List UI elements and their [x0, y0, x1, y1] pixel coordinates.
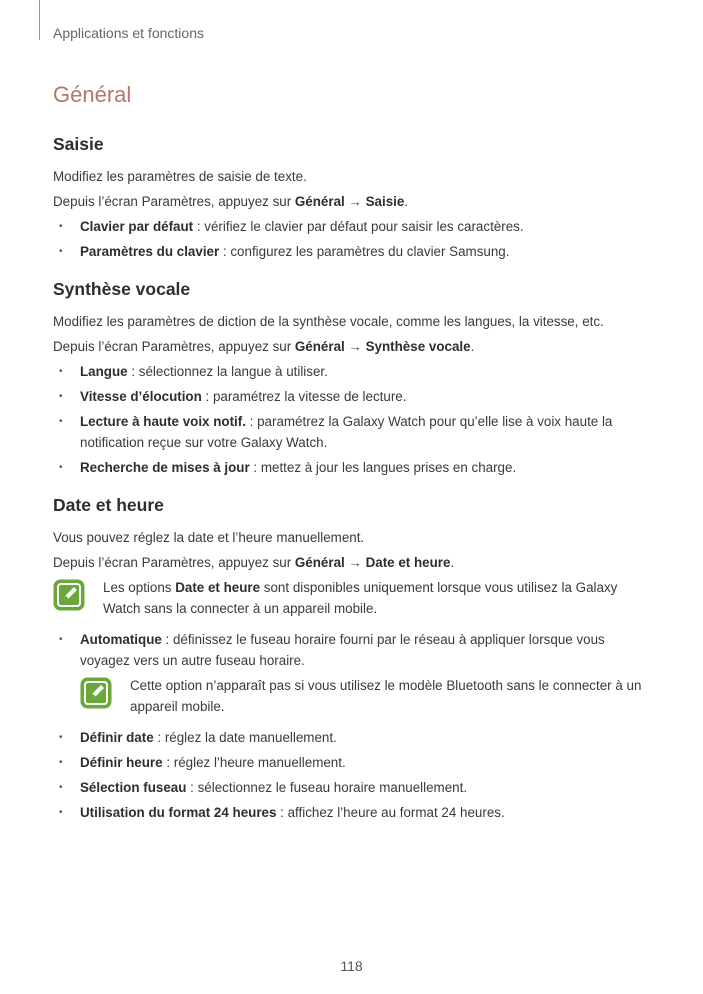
section-heading: Date et heure — [53, 495, 164, 515]
settings-path: Depuis l’écran Paramètres, appuyez sur Général → Date et heure. — [53, 555, 455, 570]
option-list — [53, 361, 653, 478]
section-heading: Synthèse vocale — [53, 279, 191, 299]
list-item: • Utilisation du format 24 heures : affichez l’heure au format 24 heures. — [53, 802, 653, 823]
note-pencil-icon — [53, 579, 85, 611]
section-synthese-vocale — [53, 278, 653, 478]
list-item: • Langue : sélectionnez la langue à utiliser. — [53, 361, 653, 382]
option-list — [53, 216, 653, 262]
list-item: • Vitesse d’élocution : paramétrez la vitesse de lecture. — [53, 386, 653, 407]
list-item: • Recherche de mises à jour : mettez à jour les langues prises en charge. — [53, 457, 653, 478]
list-item: • Lecture à haute voix notif. : paramétrez la Galaxy Watch pour qu’elle lise à voix haute la notification reçue sur votre Galaxy Watch. — [53, 411, 653, 453]
list-item: • Automatique : définissez le fuseau horaire fourni par le réseau à appliquer lorsque vous voyagez vers un autre fuseau horaire. — [53, 629, 653, 671]
list-item: • Définir heure : réglez l’heure manuellement. — [53, 752, 653, 773]
list-item: • Définir date : réglez la date manuellement. — [53, 727, 653, 748]
settings-path: Depuis l’écran Paramètres, appuyez sur Général → Saisie. — [53, 194, 409, 209]
running-head: Applications et fonctions — [53, 25, 204, 41]
list-item: • Sélection fuseau : sélectionnez le fuseau horaire manuellement. — [53, 777, 653, 798]
nested-note-wrapper — [53, 675, 653, 717]
note-box: Cette option n’apparaît pas si vous utilisez le modèle Bluetooth sans le connecter à un appareil mobile. — [80, 675, 653, 717]
intro-text: Vous pouvez réglez la date et l’heure manuellement. — [53, 530, 365, 545]
content — [53, 133, 653, 839]
option-list — [53, 629, 653, 671]
list-item: • Paramètres du clavier : configurez les paramètres du clavier Samsung. — [53, 241, 653, 262]
section-saisie — [53, 133, 653, 262]
intro-text: Modifiez les paramètres de saisie de texte. — [53, 169, 307, 184]
list-item: • Clavier par défaut : vérifiez le clavier par défaut pour saisir les caractères. — [53, 216, 653, 237]
intro-text: Modifiez les paramètres de diction de la synthèse vocale, comme les langues, la vitesse, etc. — [53, 314, 604, 329]
note-pencil-icon — [80, 677, 112, 709]
option-list — [53, 727, 653, 823]
settings-path: Depuis l’écran Paramètres, appuyez sur Général → Synthèse vocale. — [53, 339, 475, 354]
page-title: Général — [53, 82, 132, 107]
section-date-heure — [53, 494, 653, 823]
page-number: 118 — [340, 958, 363, 974]
section-heading: Saisie — [53, 134, 104, 154]
note-box: Les options Date et heure sont disponibles uniquement lorsque vous utilisez la Galaxy Watch sans la connecter à un appareil mobile. — [53, 577, 653, 619]
header-rule — [39, 0, 40, 40]
